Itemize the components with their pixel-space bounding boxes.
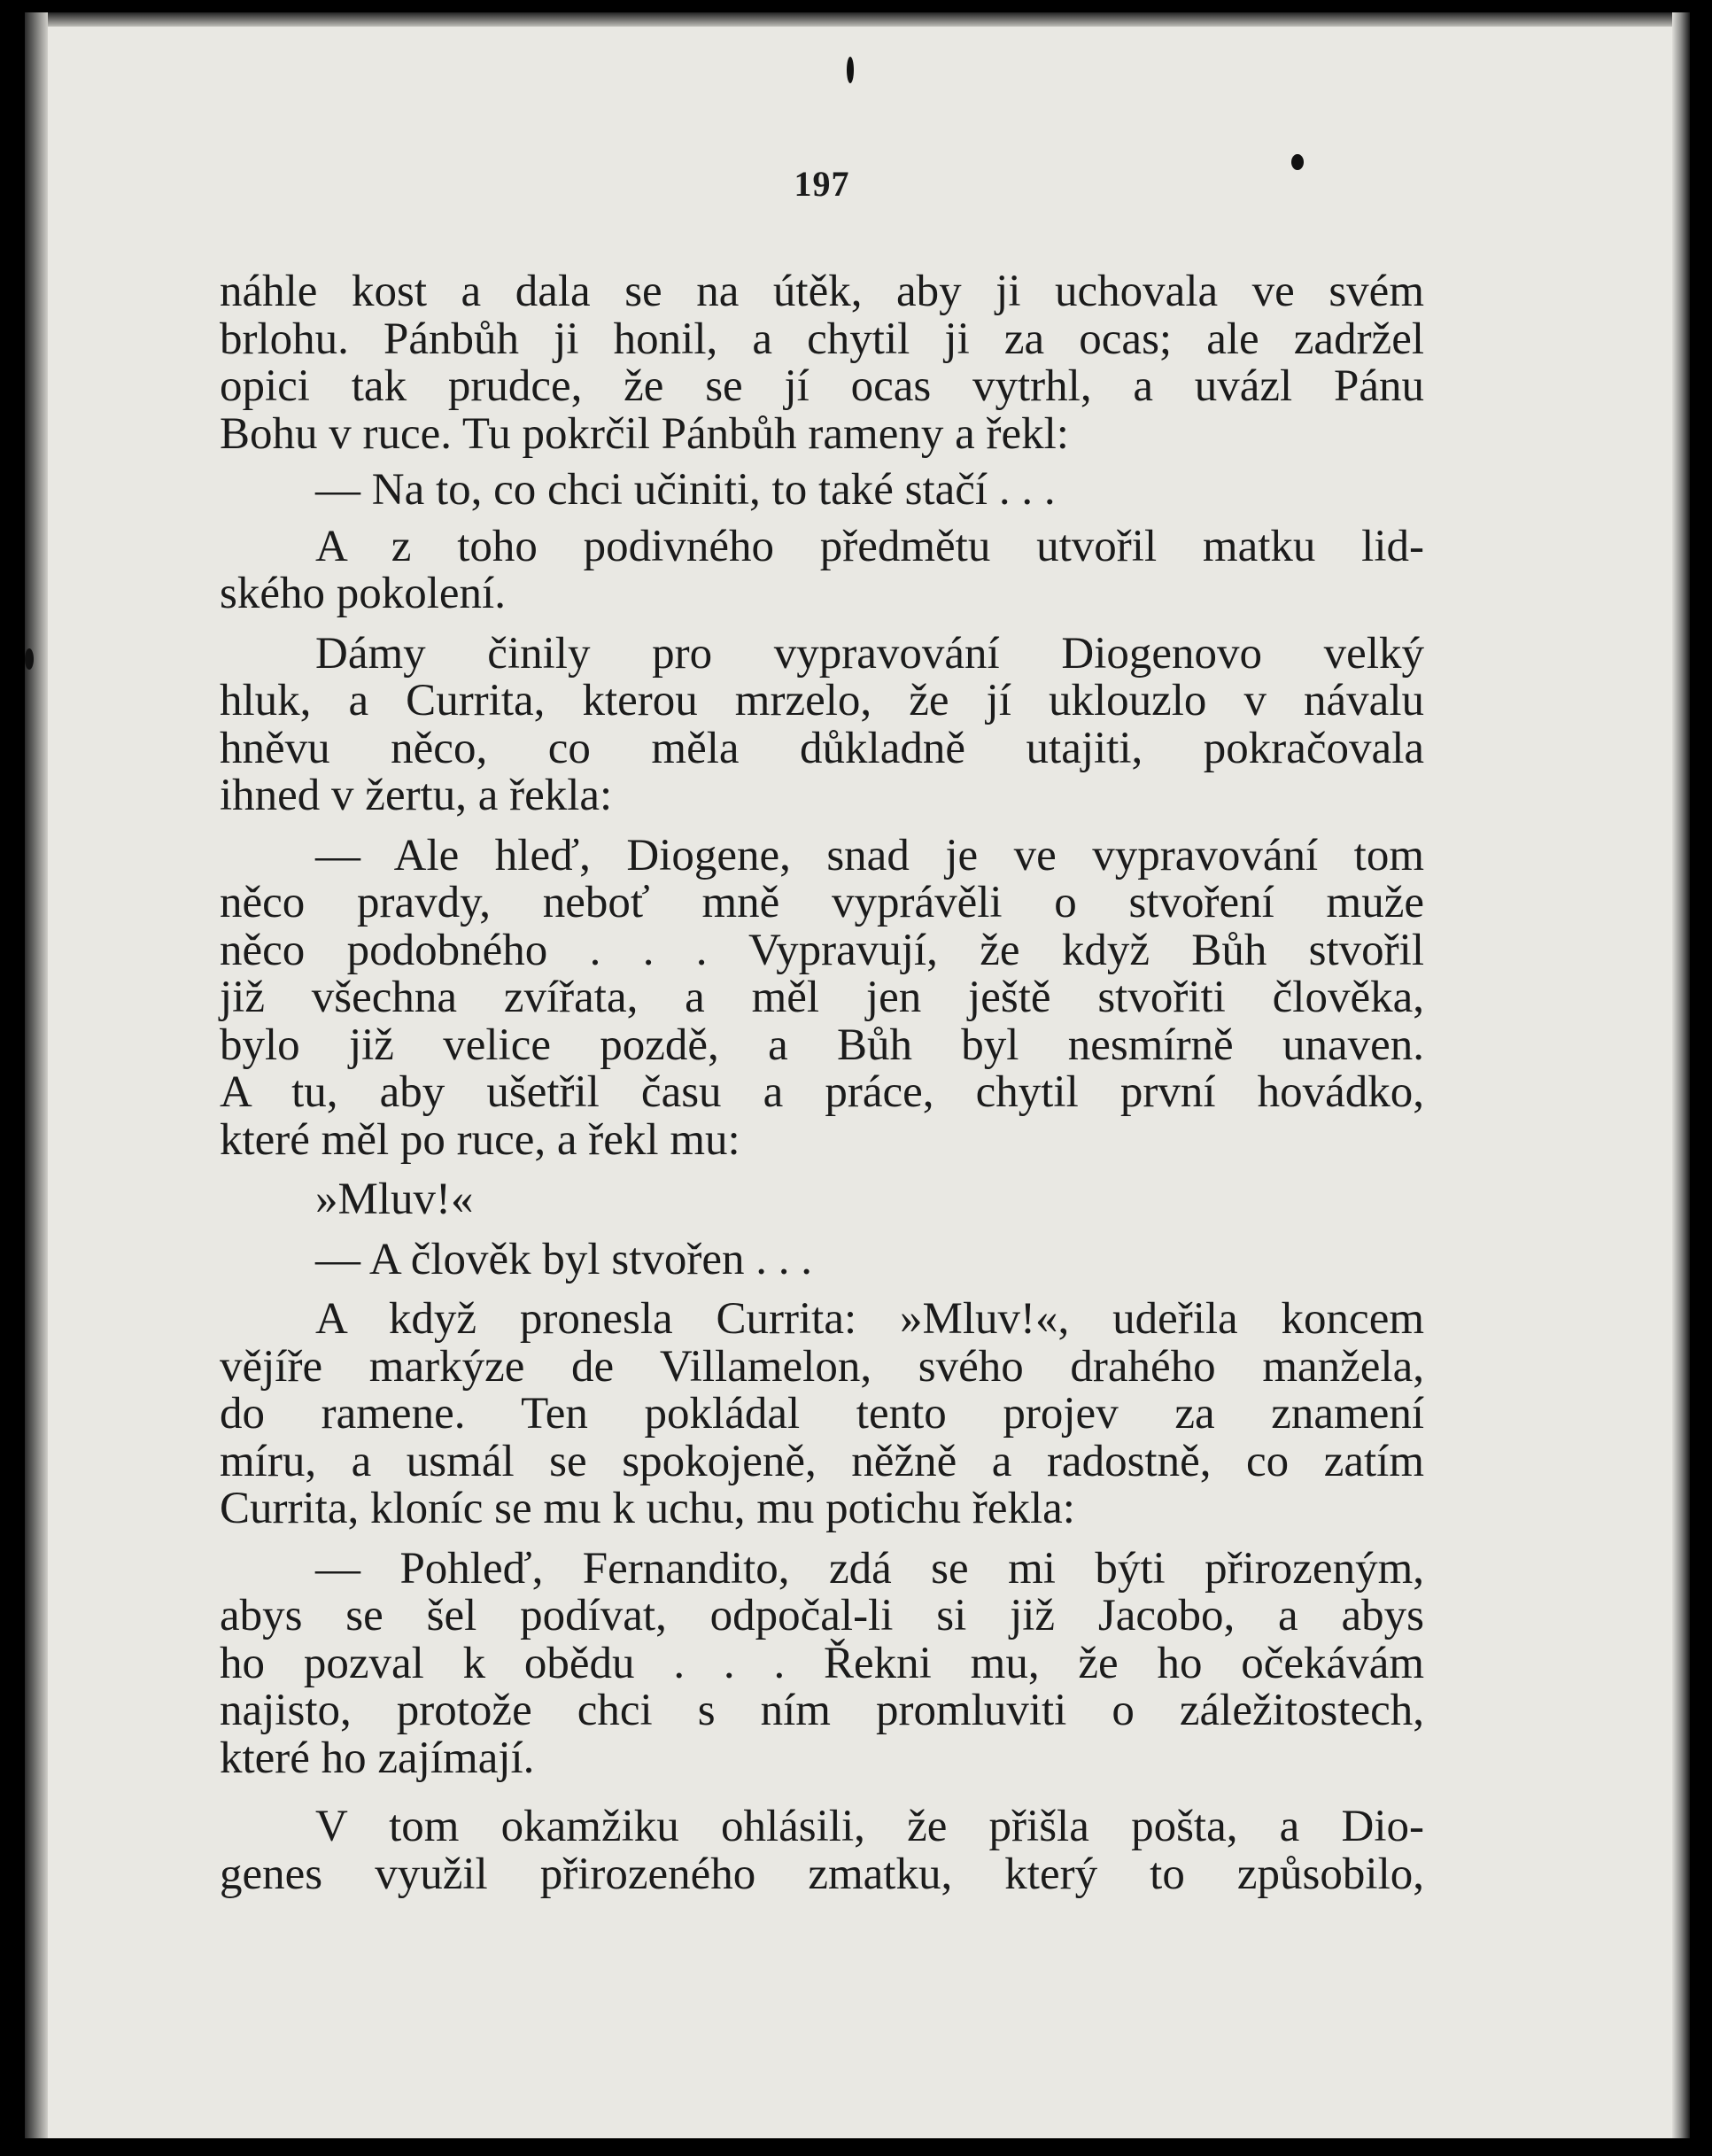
text-line: něco pravdy, neboť mně vyprávěli o stvoření muže (220, 878, 1424, 927)
text-line: opici tak prudce, že se jí ocas vytrhl, a uvázl Pánu (220, 361, 1424, 411)
text-line: vějíře markýze de Villamelon, svého drahého manžela, (220, 1341, 1424, 1392)
text-line: — A člověk byl stvořen . . . (315, 1234, 812, 1284)
paragraph (220, 1176, 1424, 1224)
text-line: hněvu něco, co měla důkladně utajiti, pokračovala (220, 723, 1424, 773)
paragraph (220, 268, 1424, 458)
text-line: — Na to, co chci učiniti, to také stačí . . . (315, 465, 1056, 515)
text-line: A z toho podivného předmětu utvořil matku lid- (315, 521, 1424, 571)
text-line: již všechna zvířata, a měl jen ještě stvořiti člověka, (220, 973, 1424, 1022)
ink-speck (847, 57, 854, 83)
text-line: brlohu. Pánbůh ji honil, a chytil ji za ocas; ale zadržel (220, 314, 1424, 364)
text-line: které měl po ruce, a řekl mu: (220, 1114, 740, 1165)
page-number: 197 (794, 164, 850, 204)
text-line: A když pronesla Currita: »Mluv!«, udeřila koncem (315, 1294, 1424, 1344)
paragraph (220, 1296, 1424, 1533)
text-line: hluk, a Currita, kterou mrzelo, že jí uklouzlo v návalu (220, 676, 1424, 725)
text-line: míru, a usmál se spokojeně, něžně a radostně, co zatím (220, 1436, 1424, 1486)
text-line: Dámy činily pro vypravování Diogenovo velký (315, 628, 1424, 679)
text-line: genes využil přirozeného zmatku, který to způsobilo, (220, 1849, 1424, 1899)
paragraph (220, 1234, 1424, 1284)
text-line: něco podobného . . . Vypravují, že když Bůh stvořil (220, 925, 1424, 975)
text-line: V tom okamžiku ohlásili, že přišla pošta, a Dio- (315, 1802, 1424, 1851)
page-edge-top (25, 12, 1690, 27)
paragraph (220, 830, 1424, 1165)
text-line: které ho zajímají. (220, 1733, 535, 1783)
text-line: náhle kost a dala se na útěk, aby ji uchovala ve svém (220, 267, 1424, 316)
paragraph (220, 467, 1424, 515)
text-line: ihned v žertu, a řekla: (220, 771, 613, 820)
text-line: ho pozval k obědu . . . Řekni mu, že ho očekávám (220, 1638, 1424, 1688)
text-line: bylo již velice pozdě, a Bůh byl nesmírně unaven. (220, 1020, 1424, 1070)
page-edge-right (1672, 12, 1690, 2138)
text-line: A tu, aby ušetřil času a práce, chytil první hovádko, (220, 1067, 1424, 1117)
text-line: ského pokolení. (220, 569, 506, 618)
text-line: do ramene. Ten pokládal tento projev za znamení (220, 1389, 1424, 1439)
text-line: najisto, protože chci s ním promluviti o záležitostech, (220, 1686, 1424, 1735)
paragraph (220, 523, 1424, 618)
text-line: »Mluv!« (315, 1175, 474, 1224)
book-page (25, 12, 1690, 2138)
page-edge-left (25, 12, 48, 2138)
text-line: Bohu v ruce. Tu pokrčil Pánbůh rameny a řekl: (220, 408, 1069, 459)
text-column (220, 163, 1424, 1907)
text-line: abys se šel podívat, odpočal-li si již Jacobo, a abys (220, 1591, 1424, 1640)
paragraph (220, 1803, 1424, 1898)
paragraph (220, 1543, 1424, 1783)
text-line: — Pohleď, Fernandito, zdá se mi býti přirozeným, (315, 1543, 1424, 1594)
text-line: — Ale hleď, Diogene, snad je ve vypravování tom (315, 830, 1424, 880)
ink-speck (25, 648, 34, 670)
text-line: Currita, kloníc se mu k uchu, mu potichu řekla: (220, 1484, 1075, 1533)
paragraph (220, 628, 1424, 820)
